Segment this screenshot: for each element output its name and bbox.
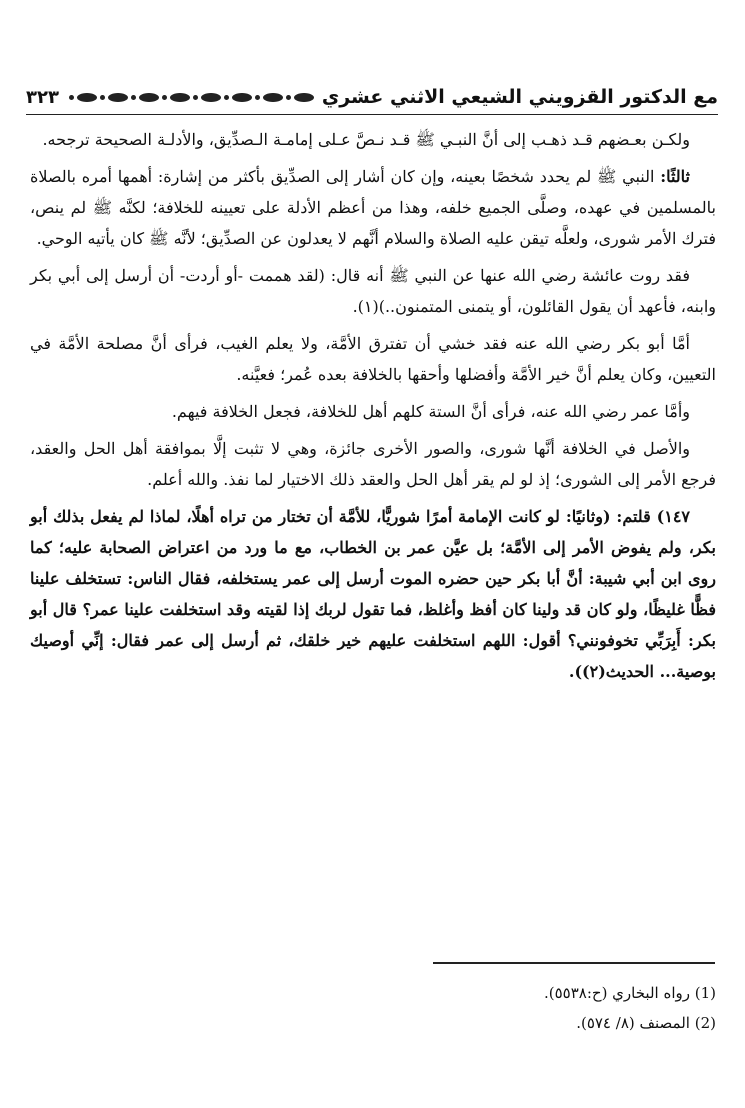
ornament-oval: [108, 93, 128, 102]
running-title: مع الدكتور القزويني الشيعي الاثني عشري: [321, 86, 718, 108]
ornament-oval: [201, 93, 221, 102]
ornament-oval: [232, 93, 252, 102]
paragraph-text: النبي ﷺ لم يحدد شخصًا بعينه، وإن كان أشار إلى الصدِّيق بأكثر من إشارة: أهمها أمره بالصلاة بالمسلمين في عهده، وصلَّى الجميع خلفه، وهذا من أعظم الأدلة على تعيينه للخلافة؛ لكنَّه ﷺ لم ينص، فترك الأمر شورى، ولعلَّه تيقن عليه الصلاة والسلام أنَّهم لا يعدلون عن الصدِّيق؛ لأنَّه ﷺ كان يأتيه الوحي.: [30, 167, 716, 248]
ornament-oval: [263, 93, 283, 102]
ornament-dot: [131, 95, 136, 100]
paragraph-5: [30, 396, 716, 427]
footnote-separator: [433, 962, 715, 964]
ornament-dot: [224, 95, 229, 100]
ornament-oval: [77, 93, 97, 102]
paragraph-1: [30, 124, 716, 155]
ornament-dot: [162, 95, 167, 100]
ornament-oval: [170, 93, 190, 102]
ornament-oval: [139, 93, 159, 102]
paragraph-text: والأصل في الخلافة أنَّها شورى، والصور الأخرى جائزة، وهي لا تثبت إلَّا بموافقة أهل الحل والعقد، فرجع الأمر إلى الشورى؛ إذ لو لم يقر أهل الحل والعقد ذلك الاختيار لما نفذ. والله أعلم.: [30, 439, 716, 489]
page-header: [26, 80, 718, 115]
footnotes: [30, 978, 716, 1038]
paragraph-3: [30, 260, 716, 322]
footnote-2: (2) المصنف (٨/ ٥٧٤).: [576, 1014, 716, 1032]
paragraph-text: ١٤٧) قلتم: (وثانيًا: لو كانت الإمامة أمرًا شوريًّا، للأمَّة أن تختار من تراه أهلًا، لماذا لم يفعل بذلك أبو بكر، ولم يفوض الأمر إلى الأمَّة؛ بل عيَّن عمر بن الخطاب، مع ما ورد من اعتراض الصحابة عليه؛ كما روى ابن أبي شيبة: أنَّ أبا بكر حين حضره الموت أرسل إلى عمر يستخلفه، فقال الناس: تستخلف علينا فظًّا غليظًا، ولو كان قد ولينا كان أفظ وأغلظ، فما تقول لربك إذا لقيته وقد استخلفت علينا عمر؟ قال أبو بكر: أَبِرَبِّي تخوفونني؟ أقول: اللهم استخلفت عليهم خير خلقك، ثم أرسل إلى عمر فقال: إنِّي أوصيك بوصية... الحديث(٢)).: [30, 507, 717, 681]
paragraph-7-quote: [30, 501, 716, 687]
paragraph-text: أمَّا أبو بكر رضي الله عنه فقد خشي أن تفترق الأمَّة، ولا يعلم الغيب، فرأى أنَّ مصلحة الأمَّة في التعيين، وكان يعلم أنَّ خير الأمَّة وأفضلها وأحقها بالخلافة بعده عُمر؛ فعيَّنه.: [30, 334, 716, 384]
ornament-dot: [100, 95, 105, 100]
paragraph-4: [30, 328, 716, 390]
paragraph-text: ولكـن بعـضهم قـد ذهـب إلى أنَّ النبـي ﷺ قـد نـصَّ عـلى إمامـة الـصدِّيق، والأدلـة الصحيحة ترجحه.: [42, 130, 690, 149]
ornament-dot: [193, 95, 198, 100]
paragraph-6: [30, 433, 716, 495]
header-ornament: [67, 87, 314, 107]
ornament-dot: [286, 95, 291, 100]
paragraph-lead: ثالثًا:: [660, 167, 690, 186]
paragraph-text: وأمَّا عمر رضي الله عنه، فرأى أنَّ الستة كلهم أهل للخلافة، فجعل الخلافة فيهم.: [171, 402, 690, 421]
ornament-oval: [294, 93, 314, 102]
ornament-dot: [255, 95, 260, 100]
main-text: [30, 124, 716, 693]
ornament-dot: [69, 95, 74, 100]
paragraph-text: فقد روت عائشة رضي الله عنها عن النبي ﷺ أنه قال: (لقد هممت -أو أردت- أن أرسل إلى أبي بكر وابنه، فأعهد أن يقول القائلون، أو يتمنى المتمنون..)(١).: [30, 266, 716, 316]
footnote-1: (1) رواه البخاري (ح:٥٥٣٨).: [543, 984, 716, 1002]
page-number: ٣٢٣: [26, 86, 59, 108]
paragraph-2: [30, 161, 716, 254]
